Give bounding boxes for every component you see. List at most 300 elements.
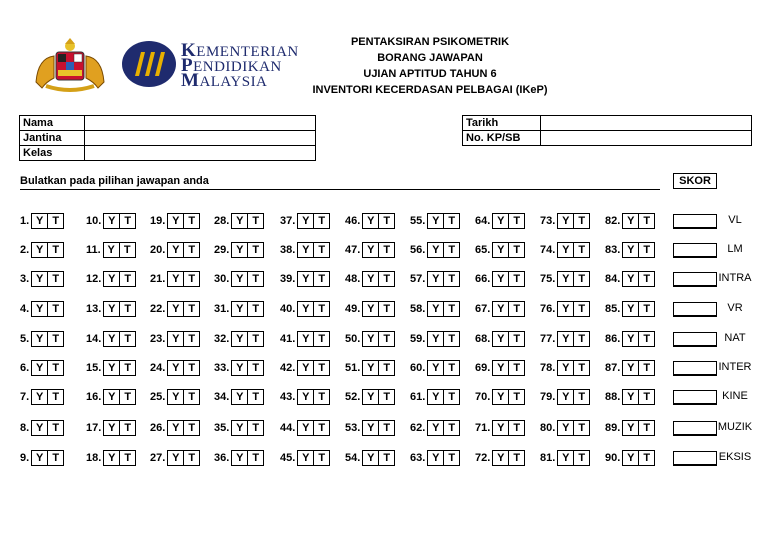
choice-t[interactable]: T — [443, 361, 459, 375]
choice-t[interactable]: T — [313, 302, 329, 316]
question-number: 89. — [605, 422, 621, 434]
question-number: 56. — [410, 244, 426, 256]
choice-t[interactable]: T — [443, 243, 459, 257]
jantina-field[interactable] — [85, 131, 316, 146]
question-item — [214, 301, 264, 317]
score-label: INTER — [718, 361, 752, 373]
choice-t[interactable]: T — [313, 451, 329, 465]
choice-t[interactable]: T — [638, 390, 654, 404]
choice-t[interactable]: T — [313, 361, 329, 375]
question-item — [280, 331, 330, 347]
question-item — [20, 420, 64, 436]
choice-t[interactable]: T — [508, 451, 524, 465]
score-label: EKSIS — [718, 451, 752, 463]
choice-y[interactable]: Y — [497, 362, 505, 374]
choice-y[interactable]: Y — [497, 333, 505, 345]
choice-y[interactable]: Y — [432, 391, 440, 403]
choice-y[interactable]: Y — [302, 244, 310, 256]
choice-y[interactable]: Y — [562, 452, 570, 464]
question-number: 76. — [540, 303, 556, 315]
answer-choice-box — [103, 242, 136, 258]
choice-t[interactable]: T — [183, 332, 199, 346]
question-item — [345, 213, 395, 229]
choice-y[interactable]: Y — [172, 333, 180, 345]
choice-y[interactable]: Y — [236, 273, 244, 285]
choice-y[interactable]: Y — [562, 391, 570, 403]
choice-y[interactable]: Y — [36, 422, 44, 434]
answer-choice-box — [167, 420, 200, 436]
choice-y[interactable]: Y — [236, 244, 244, 256]
choice-t[interactable]: T — [443, 390, 459, 404]
answer-choice-box — [557, 450, 590, 466]
choice-y[interactable]: Y — [497, 391, 505, 403]
choice-t[interactable]: T — [247, 272, 263, 286]
choice-t[interactable]: T — [247, 451, 263, 465]
choice-t[interactable]: T — [247, 214, 263, 228]
question-item — [605, 360, 655, 376]
choice-y[interactable]: Y — [432, 362, 440, 374]
choice-t[interactable]: T — [378, 451, 394, 465]
question-item — [150, 213, 200, 229]
question-number: 85. — [605, 303, 621, 315]
choice-y[interactable]: Y — [627, 215, 635, 227]
choice-y[interactable]: Y — [562, 303, 570, 315]
choice-t[interactable]: T — [378, 421, 394, 435]
choice-t[interactable]: T — [247, 302, 263, 316]
question-item — [150, 242, 200, 258]
nama-field[interactable] — [85, 116, 316, 131]
choice-y[interactable]: Y — [36, 391, 44, 403]
choice-t[interactable]: T — [508, 243, 524, 257]
choice-y[interactable]: Y — [302, 333, 310, 345]
choice-t[interactable]: T — [119, 390, 135, 404]
answer-choice-box — [231, 242, 264, 258]
answer-choice-box — [557, 242, 590, 258]
choice-t[interactable]: T — [573, 302, 589, 316]
question-item — [540, 271, 590, 287]
choice-t[interactable]: T — [119, 361, 135, 375]
choice-y[interactable]: Y — [302, 303, 310, 315]
answer-choice-box — [167, 301, 200, 317]
choice-y[interactable]: Y — [367, 273, 375, 285]
choice-y[interactable]: Y — [36, 273, 44, 285]
question-item — [86, 331, 136, 347]
choice-y[interactable]: Y — [36, 333, 44, 345]
choice-y[interactable]: Y — [172, 391, 180, 403]
question-item — [540, 360, 590, 376]
choice-t[interactable]: T — [47, 272, 63, 286]
question-number: 37. — [280, 215, 296, 227]
choice-t[interactable]: T — [247, 361, 263, 375]
choice-y[interactable]: Y — [236, 452, 244, 464]
choice-t[interactable]: T — [119, 302, 135, 316]
choice-t[interactable]: T — [119, 332, 135, 346]
choice-y[interactable]: Y — [236, 391, 244, 403]
question-item — [150, 331, 200, 347]
choice-y[interactable]: Y — [36, 244, 44, 256]
choice-t[interactable]: T — [638, 332, 654, 346]
question-number: 21. — [150, 273, 166, 285]
question-item — [410, 360, 460, 376]
choice-y[interactable]: Y — [172, 273, 180, 285]
choice-y[interactable]: Y — [302, 215, 310, 227]
choice-y[interactable]: Y — [497, 244, 505, 256]
choice-t[interactable]: T — [119, 272, 135, 286]
choice-y[interactable]: Y — [497, 215, 505, 227]
choice-t[interactable]: T — [508, 390, 524, 404]
question-item — [345, 450, 395, 466]
answer-choice-box — [31, 360, 64, 376]
choice-t[interactable]: T — [573, 272, 589, 286]
choice-y[interactable]: Y — [108, 273, 116, 285]
answer-choice-box — [362, 213, 395, 229]
choice-y[interactable]: Y — [562, 273, 570, 285]
question-item — [605, 450, 655, 466]
answer-choice-box — [103, 271, 136, 287]
question-number: 16. — [86, 391, 102, 403]
choice-t[interactable]: T — [47, 214, 63, 228]
choice-t[interactable]: T — [247, 390, 263, 404]
question-item — [540, 213, 590, 229]
choice-t[interactable]: T — [47, 361, 63, 375]
choice-t[interactable]: T — [573, 451, 589, 465]
question-item — [475, 331, 525, 347]
choice-t[interactable]: T — [47, 332, 63, 346]
choice-y[interactable]: Y — [236, 333, 244, 345]
answer-choice-box — [103, 331, 136, 347]
choice-y[interactable]: Y — [497, 452, 505, 464]
choice-y[interactable]: Y — [367, 391, 375, 403]
choice-t[interactable]: T — [508, 361, 524, 375]
question-number: 24. — [150, 362, 166, 374]
choice-y[interactable]: Y — [302, 273, 310, 285]
question-number: 68. — [475, 333, 491, 345]
score-label: INTRA — [718, 272, 752, 284]
choice-y[interactable]: Y — [172, 422, 180, 434]
choice-y[interactable]: Y — [432, 244, 440, 256]
choice-t[interactable]: T — [573, 421, 589, 435]
choice-t[interactable]: T — [443, 214, 459, 228]
choice-t[interactable]: T — [638, 214, 654, 228]
question-item — [345, 389, 395, 405]
choice-t[interactable]: T — [313, 390, 329, 404]
choice-t[interactable]: T — [378, 390, 394, 404]
answer-choice-box — [31, 242, 64, 258]
question-number: 73. — [540, 215, 556, 227]
question-item — [214, 213, 264, 229]
choice-t[interactable]: T — [183, 302, 199, 316]
question-number: 29. — [214, 244, 230, 256]
choice-t[interactable]: T — [443, 421, 459, 435]
choice-t[interactable]: T — [47, 302, 63, 316]
question-number: 27. — [150, 452, 166, 464]
choice-t[interactable]: T — [183, 243, 199, 257]
choice-y[interactable]: Y — [367, 215, 375, 227]
choice-t[interactable]: T — [378, 361, 394, 375]
question-number: 55. — [410, 215, 426, 227]
question-item — [345, 242, 395, 258]
answer-choice-box — [297, 271, 330, 287]
choice-y[interactable]: Y — [432, 452, 440, 464]
choice-y[interactable]: Y — [172, 362, 180, 374]
choice-t[interactable]: T — [573, 332, 589, 346]
choice-y[interactable]: Y — [627, 391, 635, 403]
choice-t[interactable]: T — [313, 332, 329, 346]
question-number: 53. — [345, 422, 361, 434]
choice-t[interactable]: T — [247, 332, 263, 346]
choice-t[interactable]: T — [573, 214, 589, 228]
question-number: 59. — [410, 333, 426, 345]
choice-t[interactable]: T — [443, 302, 459, 316]
question-item — [150, 301, 200, 317]
answer-choice-box — [231, 213, 264, 229]
answer-choice-box — [492, 420, 525, 436]
choice-y[interactable]: Y — [302, 391, 310, 403]
ministry-logo-icon — [121, 40, 177, 88]
choice-y[interactable]: Y — [172, 303, 180, 315]
answer-choice-box — [297, 420, 330, 436]
choice-y[interactable]: Y — [432, 273, 440, 285]
choice-y[interactable]: Y — [367, 452, 375, 464]
choice-y[interactable]: Y — [108, 333, 116, 345]
choice-y[interactable]: Y — [497, 422, 505, 434]
no-kp-field[interactable] — [541, 131, 752, 146]
answer-choice-box — [622, 450, 655, 466]
choice-y[interactable]: Y — [432, 303, 440, 315]
choice-t[interactable]: T — [638, 272, 654, 286]
choice-y[interactable]: Y — [36, 303, 44, 315]
choice-y[interactable]: Y — [36, 362, 44, 374]
question-number: 88. — [605, 391, 621, 403]
question-item — [605, 301, 655, 317]
question-number: 48. — [345, 273, 361, 285]
choice-y[interactable]: Y — [108, 362, 116, 374]
answer-choice-box — [622, 301, 655, 317]
question-number: 79. — [540, 391, 556, 403]
choice-y[interactable]: Y — [172, 452, 180, 464]
answer-choice-box — [622, 389, 655, 405]
question-number: 46. — [345, 215, 361, 227]
choice-y[interactable]: Y — [236, 215, 244, 227]
choice-t[interactable]: T — [313, 421, 329, 435]
label-tarikh: Tarikh — [463, 116, 541, 131]
choice-y[interactable]: Y — [236, 303, 244, 315]
choice-y[interactable]: Y — [627, 422, 635, 434]
answer-choice-box — [557, 331, 590, 347]
question-item — [280, 301, 330, 317]
question-number: 50. — [345, 333, 361, 345]
question-number: 58. — [410, 303, 426, 315]
choice-t[interactable]: T — [638, 243, 654, 257]
choice-t[interactable]: T — [378, 243, 394, 257]
question-item — [605, 213, 655, 229]
choice-y[interactable]: Y — [432, 215, 440, 227]
choice-y[interactable]: Y — [627, 244, 635, 256]
choice-y[interactable]: Y — [367, 362, 375, 374]
choice-t[interactable]: T — [47, 451, 63, 465]
choice-y[interactable]: Y — [627, 273, 635, 285]
question-item — [86, 360, 136, 376]
answer-choice-box — [167, 360, 200, 376]
choice-t[interactable]: T — [508, 332, 524, 346]
answer-choice-box — [362, 242, 395, 258]
choice-y[interactable]: Y — [108, 391, 116, 403]
question-item — [20, 450, 64, 466]
choice-y[interactable]: Y — [36, 215, 44, 227]
choice-t[interactable]: T — [119, 451, 135, 465]
choice-t[interactable]: T — [508, 421, 524, 435]
question-item — [605, 242, 655, 258]
question-item — [280, 450, 330, 466]
choice-y[interactable]: Y — [108, 452, 116, 464]
question-item — [410, 331, 460, 347]
question-item — [475, 420, 525, 436]
answer-choice-box — [167, 213, 200, 229]
tarikh-field[interactable] — [541, 116, 752, 131]
question-number: 74. — [540, 244, 556, 256]
question-number: 64. — [475, 215, 491, 227]
choice-y[interactable]: Y — [172, 215, 180, 227]
choice-t[interactable]: T — [443, 451, 459, 465]
choice-t[interactable]: T — [47, 421, 63, 435]
choice-y[interactable]: Y — [108, 422, 116, 434]
choice-t[interactable]: T — [119, 243, 135, 257]
choice-y[interactable]: Y — [627, 362, 635, 374]
question-item — [605, 271, 655, 287]
choice-y[interactable]: Y — [497, 303, 505, 315]
answer-choice-box — [362, 389, 395, 405]
choice-y[interactable]: Y — [562, 362, 570, 374]
choice-t[interactable]: T — [378, 272, 394, 286]
answer-choice-box — [557, 301, 590, 317]
choice-t[interactable]: T — [508, 302, 524, 316]
choice-t[interactable]: T — [638, 451, 654, 465]
question-item — [280, 360, 330, 376]
choice-y[interactable]: Y — [627, 303, 635, 315]
answer-choice-box — [492, 331, 525, 347]
choice-t[interactable]: T — [183, 390, 199, 404]
choice-t[interactable]: T — [443, 332, 459, 346]
choice-t[interactable]: T — [313, 214, 329, 228]
choice-t[interactable]: T — [183, 451, 199, 465]
question-item — [150, 450, 200, 466]
choice-y[interactable]: Y — [562, 333, 570, 345]
choice-y[interactable]: Y — [302, 422, 310, 434]
choice-t[interactable]: T — [183, 361, 199, 375]
answer-choice-box — [297, 301, 330, 317]
choice-y[interactable]: Y — [236, 422, 244, 434]
question-item — [475, 450, 525, 466]
choice-t[interactable]: T — [573, 390, 589, 404]
choice-t[interactable]: T — [119, 214, 135, 228]
choice-t[interactable]: T — [443, 272, 459, 286]
score-label: MUZIK — [717, 421, 753, 433]
choice-t[interactable]: T — [247, 421, 263, 435]
question-item — [475, 301, 525, 317]
question-item — [20, 360, 64, 376]
choice-t[interactable]: T — [183, 272, 199, 286]
choice-y[interactable]: Y — [497, 273, 505, 285]
choice-t[interactable]: T — [378, 332, 394, 346]
instruction-divider — [20, 189, 660, 190]
choice-y[interactable]: Y — [108, 215, 116, 227]
choice-y[interactable]: Y — [367, 422, 375, 434]
choice-t[interactable]: T — [638, 421, 654, 435]
choice-y[interactable]: Y — [562, 422, 570, 434]
choice-t[interactable]: T — [638, 302, 654, 316]
choice-y[interactable]: Y — [562, 215, 570, 227]
choice-t[interactable]: T — [313, 272, 329, 286]
choice-t[interactable]: T — [508, 272, 524, 286]
kelas-field[interactable] — [85, 146, 316, 161]
choice-t[interactable]: T — [247, 243, 263, 257]
question-item — [86, 301, 136, 317]
question-item — [214, 331, 264, 347]
choice-t[interactable]: T — [47, 243, 63, 257]
answer-choice-box — [31, 450, 64, 466]
choice-y[interactable]: Y — [172, 244, 180, 256]
skor-heading: SKOR — [673, 173, 717, 189]
choice-t[interactable]: T — [378, 302, 394, 316]
score-label: LM — [727, 243, 743, 255]
choice-y[interactable]: Y — [627, 333, 635, 345]
choice-y[interactable]: Y — [367, 303, 375, 315]
answer-choice-box — [297, 242, 330, 258]
choice-t[interactable]: T — [313, 243, 329, 257]
choice-t[interactable]: T — [378, 214, 394, 228]
answer-choice-box — [427, 331, 460, 347]
question-item — [540, 331, 590, 347]
choice-y[interactable]: Y — [302, 452, 310, 464]
choice-t[interactable]: T — [183, 214, 199, 228]
coat-of-arms-icon — [32, 38, 108, 94]
choice-y[interactable]: Y — [236, 362, 244, 374]
question-item — [475, 242, 525, 258]
question-item — [214, 389, 264, 405]
choice-y[interactable]: Y — [367, 244, 375, 256]
question-number: 41. — [280, 333, 296, 345]
answer-choice-box — [103, 450, 136, 466]
choice-y[interactable]: Y — [108, 303, 116, 315]
choice-y[interactable]: Y — [107, 244, 115, 256]
choice-y[interactable]: Y — [36, 452, 44, 464]
answer-choice-box — [167, 450, 200, 466]
choice-y[interactable]: Y — [432, 422, 440, 434]
question-number: 82. — [605, 215, 621, 227]
choice-y[interactable]: Y — [367, 333, 375, 345]
ministry-logo-text: KEMENTERIAN PENDIDIKAN MALAYSIA — [181, 40, 299, 91]
choice-y[interactable]: Y — [432, 333, 440, 345]
choice-t[interactable]: T — [508, 214, 524, 228]
choice-y[interactable]: Y — [562, 244, 570, 256]
choice-t[interactable]: T — [183, 421, 199, 435]
choice-t[interactable]: T — [47, 390, 63, 404]
choice-y[interactable]: Y — [627, 452, 635, 464]
answer-choice-box — [167, 271, 200, 287]
choice-t[interactable]: T — [119, 421, 135, 435]
choice-t[interactable]: T — [573, 361, 589, 375]
answer-choice-box — [167, 331, 200, 347]
question-number: 43. — [280, 391, 296, 403]
choice-t[interactable]: T — [638, 361, 654, 375]
choice-y[interactable]: Y — [302, 362, 310, 374]
score-label: VL — [728, 214, 742, 226]
answer-choice-box — [492, 271, 525, 287]
choice-t[interactable]: T — [573, 243, 589, 257]
answer-choice-box — [362, 420, 395, 436]
question-number: 39. — [280, 273, 296, 285]
answer-choice-box — [297, 389, 330, 405]
